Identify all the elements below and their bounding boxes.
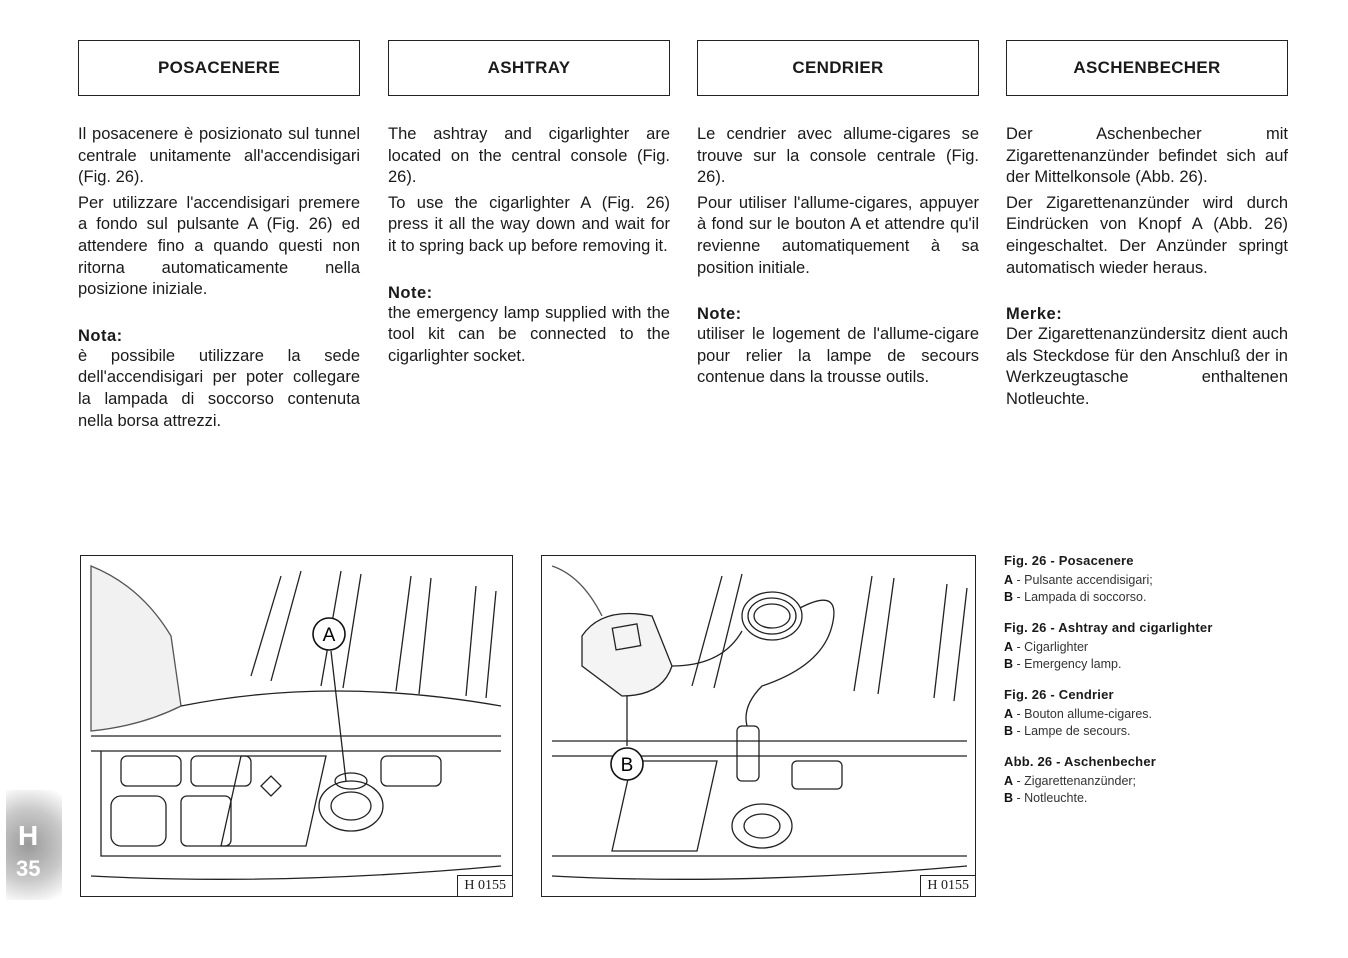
note-text: the emergency lamp supplied with the tool kit can be connected to the cigarlighter socket.: [388, 303, 670, 365]
paragraph: Il posacenere è posizionato sul tunnel centrale unitamente all'accendisigari (Fig. 26).: [78, 125, 360, 187]
figure-code: H 0155: [457, 875, 512, 896]
caption-text: - Lampada di soccorso.: [1016, 590, 1147, 604]
caption-text: - Pulsante accendisigari;: [1016, 573, 1153, 587]
section-heading: ASCHENBECHER: [1073, 58, 1221, 77]
paragraph: Per utilizzare l'accendisigari premere a fondo sul pulsante A (Fig. 26) ed attendere fino a quando questi non ritorna automaticamente nella posizione iniziale.: [78, 193, 360, 299]
lamp-illustration: [542, 556, 976, 897]
caption-english: [1004, 620, 1304, 673]
section-body: [388, 124, 670, 258]
caption-key: A: [1004, 640, 1014, 654]
section-body: [1006, 124, 1288, 279]
caption-item-b: [1004, 790, 1304, 807]
caption-item-a: [1004, 572, 1304, 589]
caption-key: A: [1004, 774, 1014, 788]
note-text: è possibile utilizzare la sede dell'accendisigari per poter collegare la lampada di soccorso contenuta nella borsa attrezzi.: [78, 346, 360, 430]
section-body: [78, 124, 360, 301]
note-text: utiliser le logement de l'allume-cigare pour relier la lampe de secours contenue dans la trousse outils.: [697, 325, 979, 387]
section-heading: CENDRIER: [792, 58, 884, 77]
column-italian: [78, 40, 360, 432]
paragraph: Der Zigarettenanzünder wird durch Eindrücken von Knopf A (Abb. 26) eingeschaltet. Der Anzünder springt automatisch wieder heraus.: [1006, 193, 1288, 277]
paragraph: Le cendrier avec allume-cigares se trouve sur la console centrale (Fig. 26).: [697, 125, 979, 187]
caption-item-a: [1004, 706, 1304, 723]
caption-german: [1004, 754, 1304, 807]
caption-item-b: [1004, 656, 1304, 673]
caption-text: - Bouton allume-cigares.: [1016, 707, 1152, 721]
page-number: 35: [16, 856, 41, 881]
caption-item-b: [1004, 723, 1304, 740]
figure-code: H 0155: [920, 875, 975, 896]
paragraph: The ashtray and cigarlighter are located on the central console (Fig. 26).: [388, 125, 670, 187]
paragraph: Pour utiliser l'allume-cigares, appuyer à fond sur le bouton A et attendre qu'il revienne automatiquement à sa position initiale.: [697, 193, 979, 277]
callout-a-label: A: [322, 625, 336, 646]
caption-item-a: [1004, 639, 1304, 656]
note-label: Nota:: [78, 326, 123, 345]
caption-italian: [1004, 553, 1304, 606]
caption-french: [1004, 687, 1304, 740]
caption-title: Fig. 26 - Cendrier: [1004, 687, 1114, 702]
note-label: Note:: [388, 283, 433, 302]
callout-b-label: B: [620, 755, 634, 776]
page-section-tab: [6, 790, 62, 900]
caption-title: Fig. 26 - Ashtray and cigarlighter: [1004, 620, 1213, 635]
caption-key: B: [1004, 724, 1014, 738]
section-heading-box: [388, 40, 670, 96]
caption-item-b: [1004, 589, 1304, 606]
note-label: Merke:: [1006, 305, 1063, 324]
section-heading: ASHTRAY: [487, 58, 571, 77]
column-french: [697, 40, 979, 389]
column-english: [388, 40, 670, 367]
caption-key: B: [1004, 791, 1014, 805]
note-label: Note:: [697, 305, 742, 324]
caption-text: - Zigarettenanzünder;: [1016, 774, 1137, 788]
figure-console-cigarlighter: [80, 555, 513, 897]
caption-key: B: [1004, 590, 1014, 604]
caption-key: A: [1004, 707, 1014, 721]
section-body: [697, 124, 979, 279]
caption-key: A: [1004, 573, 1014, 587]
section-heading: POSACENERE: [157, 58, 281, 77]
paragraph: To use the cigarlighter A (Fig. 26) press it all the way down and wait for it to spring back up before removing it.: [388, 193, 670, 255]
figure-emergency-lamp: [541, 555, 976, 897]
caption-text: - Lampe de secours.: [1016, 724, 1131, 738]
column-german: [1006, 40, 1288, 411]
caption-title: Fig. 26 - Posacenere: [1004, 553, 1134, 568]
paragraph: Der Aschenbecher mit Zigarettenanzünder befindet sich auf der Mittelkonsole (Abb. 26).: [1006, 125, 1288, 187]
caption-text: - Cigarlighter: [1016, 640, 1089, 654]
figure-captions: [1004, 553, 1304, 821]
note-text: Der Zigarettenanzündersitz dient auch als Steckdose für den Anschluß der in Werkzeugtasche enthaltenen Notleuchte.: [1006, 325, 1288, 408]
section-heading-box: [697, 40, 979, 96]
caption-title: Abb. 26 - Aschenbecher: [1004, 754, 1157, 769]
console-illustration: [81, 556, 513, 897]
caption-text: - Notleuchte.: [1016, 791, 1088, 805]
caption-text: - Emergency lamp.: [1016, 657, 1122, 671]
section-heading-box: [78, 40, 360, 96]
section-heading-box: [1006, 40, 1288, 96]
caption-key: B: [1004, 657, 1014, 671]
section-letter: H: [18, 820, 39, 851]
caption-item-a: [1004, 773, 1304, 790]
